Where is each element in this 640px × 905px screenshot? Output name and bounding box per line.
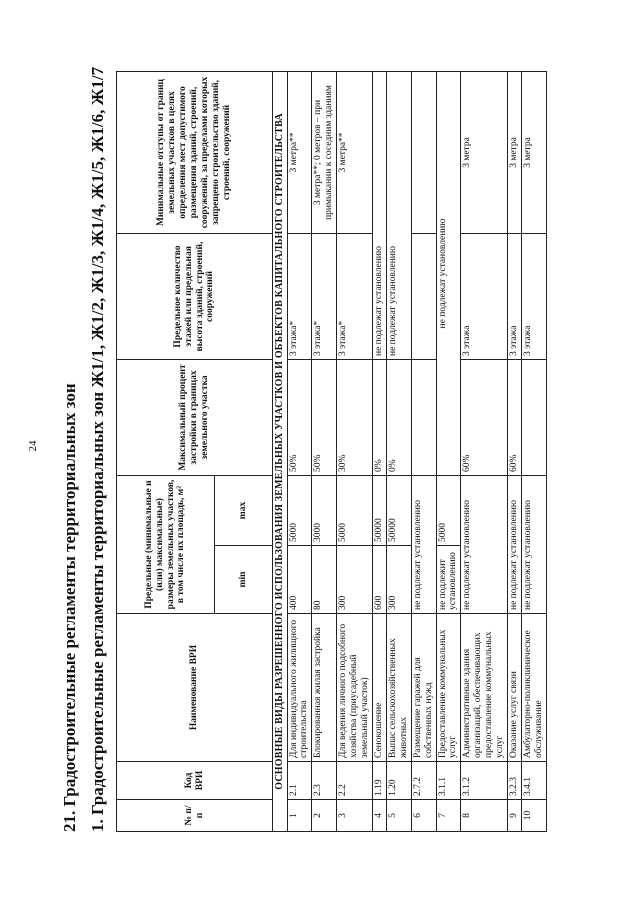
row-max: 50000 (372, 476, 386, 546)
header-code: Код ВРИ (117, 762, 273, 800)
header-max: max (215, 476, 273, 546)
row-num: 7 (436, 800, 461, 832)
row-sizes-note: не подлежат установлению (508, 476, 522, 614)
table-row (461, 72, 508, 832)
row-min: 300 (337, 546, 373, 614)
header-sizes: Предельные (минимальные и (или) максимальные) размеры земельных участков, в том числе их площадь, м² (117, 476, 215, 614)
row-max: 50000 (386, 476, 411, 546)
row-floors: 3 этажа* (287, 234, 312, 360)
table-row (337, 72, 373, 832)
row-min: не подлежит установлению (436, 546, 461, 614)
row-floors: 3 этажа (522, 234, 547, 360)
row-num: 8 (461, 800, 508, 832)
row-code: 2.1 (287, 762, 312, 800)
row-code: 1.19 (372, 762, 386, 800)
table-row (522, 72, 547, 832)
table-row (436, 72, 461, 832)
row-percent: 50% (287, 360, 312, 476)
row-max: 3000 (312, 476, 337, 546)
rotated-page-content (60, 66, 620, 832)
section-heading: 21. Градостроительные регламенты территориальных зон (60, 383, 79, 832)
row-code: 1.20 (386, 762, 411, 800)
row-num: 10 (522, 800, 547, 832)
row-code: 2.7.2 (411, 762, 436, 800)
row-min: 80 (312, 546, 337, 614)
row-sizes-note: не подлежат установлению (411, 476, 436, 614)
row-sizes-note: не подлежат установлению (522, 476, 547, 614)
header-setbacks: Минимальные отступы от границ земельных участков в целях определения мест допустимого размещения зданий, строений, сооружений, за пределами которых запрещено строительство зданий, строений, сооружений (117, 72, 273, 234)
header-min: min (215, 546, 273, 614)
row-sizes-note: не подлежат установлению (461, 476, 508, 614)
row-num: 3 (337, 800, 373, 832)
table-row (287, 72, 312, 832)
row-max: 5000 (287, 476, 312, 546)
subsection-heading: 1. Градостроительные регламенты территориальных зон Ж1/1, Ж1/2, Ж1/3, Ж1/4, Ж1/5, Ж1/6, Ж1/7 (88, 66, 107, 832)
row-num: 9 (508, 800, 522, 832)
row-setback: 3 метра** (337, 72, 373, 234)
row-max: 5000 (337, 476, 373, 546)
header-floors: Предельное количество этажей или предельная высота зданий, строений, сооружений (117, 234, 273, 360)
row-code: 2.2 (337, 762, 373, 800)
row-code: 3.4.1 (522, 762, 547, 800)
row-percent: 0% (386, 360, 411, 476)
row-name: Сенокошение (372, 614, 386, 762)
row-code: 3.1.2 (461, 762, 508, 800)
row-setback: 3 метра (522, 72, 547, 234)
row-num: 5 (386, 800, 411, 832)
row-name: Амбулаторно-поликлиническое обслуживание (522, 614, 547, 762)
header-num: № п/п (117, 800, 273, 832)
row-setback: 3 метра**; 0 метров – при примыкании к соседним зданиям (312, 72, 337, 234)
row-code: 2.3 (312, 762, 337, 800)
row-floors (411, 234, 436, 360)
row-percent: 30% (337, 360, 373, 476)
header-name: Наименование ВРИ (117, 614, 273, 762)
row-code: 3.2.3 (508, 762, 522, 800)
section-title: ОСНОВНЫЕ ВИДЫ РАЗРЕШЕННОГО ИСПОЛЬЗОВАНИЯ ЗЕМЕЛЬНЫХ УЧАСТКОВ И ОБЪЕКТОВ КАПИТАЛЬНОГО СТРОИТЕЛЬСТВА (273, 72, 288, 832)
row-name: Размещение гаражей для собственных нужд (411, 614, 436, 762)
row-setback: 3 метра (461, 72, 508, 234)
row-percent: 60% (461, 360, 508, 476)
row-merged-note: не подлежат установлению (386, 72, 411, 360)
row-setback (411, 72, 436, 234)
row-merged-note: не подлежат установлению (372, 72, 386, 360)
row-percent (411, 360, 436, 476)
row-name: Выпас сельскохозяйственных животных (386, 614, 411, 762)
table-row (411, 72, 436, 832)
row-setback: 3 метра** (287, 72, 312, 234)
row-name: Для ведения личного подсобного хозяйства (приусадебный земельный участок) (337, 614, 373, 762)
row-setback: 3 метра (508, 72, 522, 234)
row-floors: 3 этажа (508, 234, 522, 360)
row-code: 3.1.1 (436, 762, 461, 800)
row-name: Для индивидуального жилищного строительства (287, 614, 312, 762)
row-num: 2 (312, 800, 337, 832)
row-floors: 3 этажа (461, 234, 508, 360)
header-percent: Максимальный процент застройки в границах земельного участка (117, 360, 273, 476)
row-name: Административные здания организаций, обеспечивающих предоставление коммунальных услуг (461, 614, 508, 762)
row-percent (522, 360, 547, 476)
row-name: Оказание услуг связи (508, 614, 522, 762)
page-number: 24 (27, 440, 39, 452)
row-percent: 0% (372, 360, 386, 476)
table-row (372, 72, 386, 832)
table-row (312, 72, 337, 832)
row-num: 4 (372, 800, 386, 832)
row-num: 6 (411, 800, 436, 832)
row-merged-note: не подлежат установлению (436, 72, 461, 476)
table-row (386, 72, 411, 832)
row-name: Блокированная жилая застройка (312, 614, 337, 762)
table-row (508, 72, 522, 832)
row-min: 300 (386, 546, 411, 614)
row-percent: 50% (312, 360, 337, 476)
row-max: 5000 (436, 476, 461, 546)
row-min: 400 (287, 546, 312, 614)
regulations-table (116, 71, 547, 832)
row-min: 600 (372, 546, 386, 614)
row-floors: 3 этажа* (312, 234, 337, 360)
row-percent: 60% (508, 360, 522, 476)
row-name: Предоставление коммунальных услуг (436, 614, 461, 762)
row-floors: 3 этажа* (337, 234, 373, 360)
row-num: 1 (287, 800, 312, 832)
